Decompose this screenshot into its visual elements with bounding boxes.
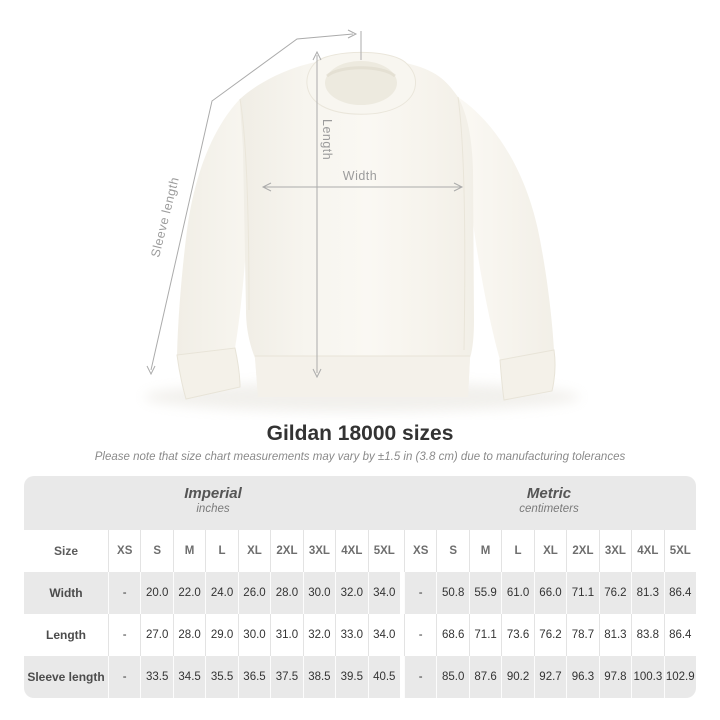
metric-value-cell: 66.0 xyxy=(534,572,566,614)
size-col-header-metric: XL xyxy=(534,530,566,572)
metric-value-cell: 92.7 xyxy=(534,656,566,698)
imperial-value-cell: 34.0 xyxy=(368,614,400,656)
metric-value-cell: 87.6 xyxy=(469,656,501,698)
metric-value-cell: 85.0 xyxy=(436,656,468,698)
metric-value-cell: 81.3 xyxy=(599,614,631,656)
metric-value-cell: 81.3 xyxy=(631,572,663,614)
imperial-value-cell: 31.0 xyxy=(270,614,302,656)
hem-ribbing xyxy=(255,356,470,397)
sleeve-length-label: Sleeve length xyxy=(148,175,182,259)
imperial-group-unit: inches xyxy=(196,503,230,515)
length-label: Length xyxy=(320,119,334,161)
measurement-row-label: Width xyxy=(49,586,83,600)
table-row xyxy=(24,572,696,614)
imperial-value-cell: 33.0 xyxy=(335,614,367,656)
metric-group-name: Metric xyxy=(526,485,572,502)
tolerance-note: Please note that size chart measurements may vary by ±1.5 in (3.8 cm) due to manufacturing tolerances xyxy=(94,451,626,463)
metric-value-cell: 78.7 xyxy=(566,614,598,656)
metric-value-cell: 55.9 xyxy=(469,572,501,614)
size-col-header-imperial: 4XL xyxy=(335,530,367,572)
size-col-header-metric: L xyxy=(501,530,533,572)
size-column-header: Size xyxy=(53,544,78,558)
metric-value-cell: 96.3 xyxy=(566,656,598,698)
size-col-header-imperial: M xyxy=(173,530,205,572)
imperial-value-cell: 26.0 xyxy=(238,572,270,614)
page-title: Gildan 18000 sizes xyxy=(266,422,454,445)
size-col-header-metric: XS xyxy=(404,530,436,572)
size-col-header-metric: 4XL xyxy=(631,530,663,572)
metric-value-cell: 50.8 xyxy=(436,572,468,614)
sweatshirt-graphic xyxy=(177,52,555,400)
imperial-value-cell: - xyxy=(108,572,140,614)
imperial-value-cell: 29.0 xyxy=(205,614,237,656)
size-chart-table xyxy=(24,476,696,698)
size-col-header-metric: M xyxy=(469,530,501,572)
imperial-value-cell: 33.5 xyxy=(140,656,172,698)
size-col-header-imperial: XS xyxy=(108,530,140,572)
imperial-value-cell: 37.5 xyxy=(270,656,302,698)
metric-value-cell: 76.2 xyxy=(599,572,631,614)
size-col-header-imperial: S xyxy=(140,530,172,572)
size-table-body xyxy=(24,572,696,698)
metric-group-unit: centimeters xyxy=(519,503,579,515)
imperial-value-cell: 40.5 xyxy=(368,656,400,698)
size-col-header-imperial: L xyxy=(205,530,237,572)
metric-value-cell: 73.6 xyxy=(501,614,533,656)
size-col-header-imperial: 2XL xyxy=(270,530,302,572)
measurement-row-label: Length xyxy=(46,628,86,642)
imperial-value-cell: 24.0 xyxy=(205,572,237,614)
imperial-value-cell: 32.0 xyxy=(303,614,335,656)
metric-value-cell: 100.3 xyxy=(631,656,663,698)
imperial-group-header xyxy=(24,485,402,530)
size-col-header-imperial: 5XL xyxy=(368,530,400,572)
metric-value-cell: 90.2 xyxy=(501,656,533,698)
metric-value-cell: 83.8 xyxy=(631,614,663,656)
metric-value-cell: - xyxy=(404,656,436,698)
measurement-row-label: Sleeve length xyxy=(27,670,105,684)
left-sleeve xyxy=(177,99,250,355)
imperial-group-name: Imperial xyxy=(184,485,242,502)
metric-group-header xyxy=(402,485,696,530)
size-header-row xyxy=(24,530,696,572)
metric-value-cell: 61.0 xyxy=(501,572,533,614)
imperial-value-cell: 27.0 xyxy=(140,614,172,656)
metric-value-cell: 68.6 xyxy=(436,614,468,656)
imperial-value-cell: 36.5 xyxy=(238,656,270,698)
metric-value-cell: 97.8 xyxy=(599,656,631,698)
size-col-header-imperial: XL xyxy=(238,530,270,572)
imperial-value-cell: 20.0 xyxy=(140,572,172,614)
metric-value-cell: 71.1 xyxy=(469,614,501,656)
table-row xyxy=(24,614,696,656)
size-col-header-imperial: 3XL xyxy=(303,530,335,572)
size-col-header-metric: 2XL xyxy=(566,530,598,572)
imperial-value-cell: 28.0 xyxy=(270,572,302,614)
metric-value-cell: 102.9 xyxy=(664,656,696,698)
imperial-value-cell: - xyxy=(108,656,140,698)
imperial-value-cell: 30.0 xyxy=(238,614,270,656)
imperial-value-cell: 35.5 xyxy=(205,656,237,698)
imperial-value-cell: 28.0 xyxy=(173,614,205,656)
imperial-value-cell: 32.0 xyxy=(335,572,367,614)
width-label: Width xyxy=(342,169,378,183)
metric-value-cell: 86.4 xyxy=(664,614,696,656)
size-col-header-metric: 3XL xyxy=(599,530,631,572)
imperial-value-cell: 34.5 xyxy=(173,656,205,698)
unit-group-header-row xyxy=(24,476,696,530)
imperial-value-cell: - xyxy=(108,614,140,656)
metric-value-cell: - xyxy=(404,614,436,656)
imperial-value-cell: 39.5 xyxy=(335,656,367,698)
metric-value-cell: 86.4 xyxy=(664,572,696,614)
metric-value-cell: 76.2 xyxy=(534,614,566,656)
metric-value-cell: - xyxy=(404,572,436,614)
imperial-value-cell: 30.0 xyxy=(303,572,335,614)
size-col-header-metric: 5XL xyxy=(664,530,696,572)
table-row xyxy=(24,656,696,698)
imperial-value-cell: 22.0 xyxy=(173,572,205,614)
imperial-value-cell: 38.5 xyxy=(303,656,335,698)
size-col-header-metric: S xyxy=(436,530,468,572)
metric-value-cell: 71.1 xyxy=(566,572,598,614)
imperial-value-cell: 34.0 xyxy=(368,572,400,614)
